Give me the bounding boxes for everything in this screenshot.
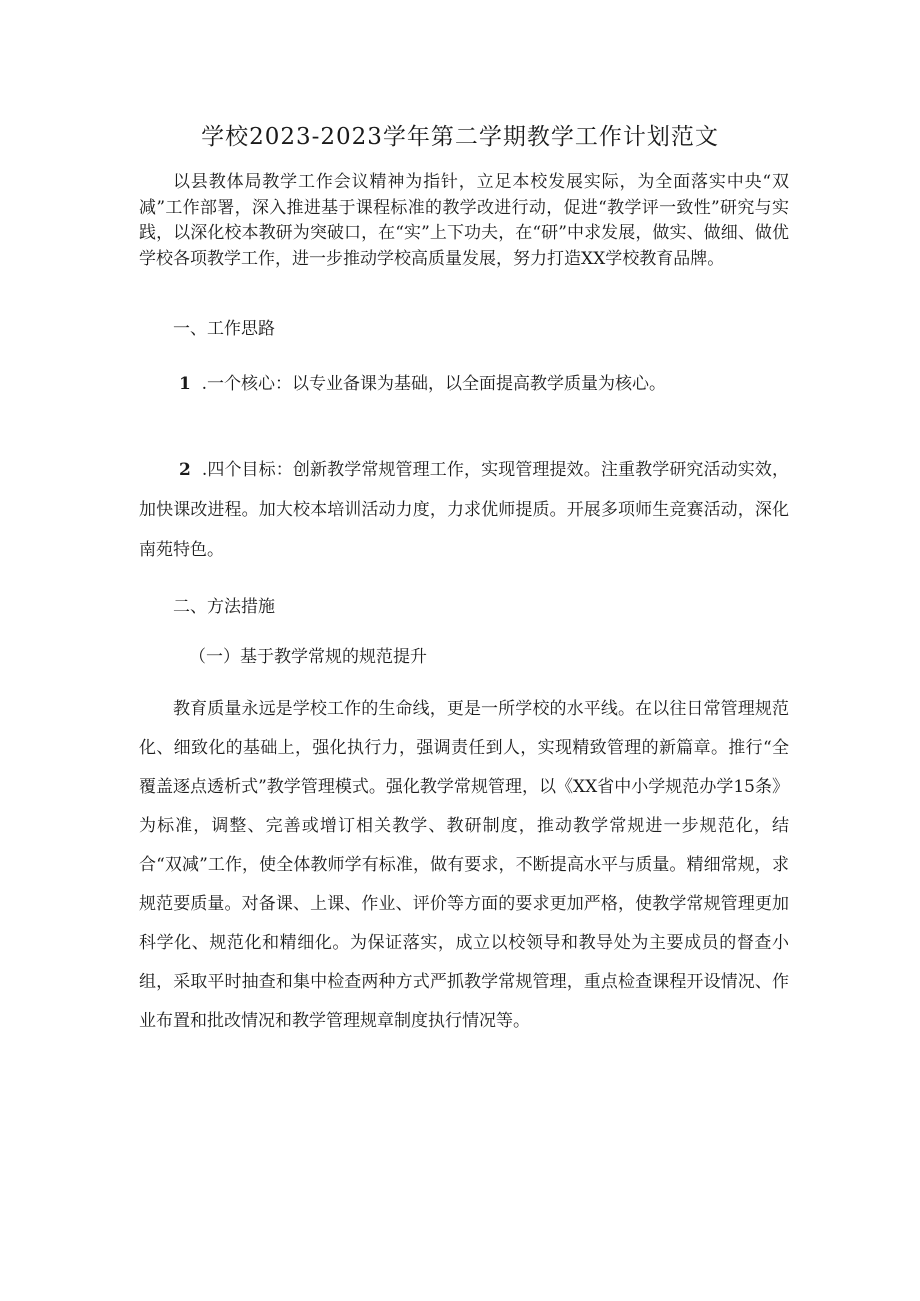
list-item-text: .四个目标：创新教学常规管理工作，实现管理提效。注重教学研究活动实效，加快课改进程。加大校本培训活动力度，力求优师提质。开展多项师生竞赛活动，深化南苑特色。 [139, 460, 789, 560]
subsection-body-paragraph: 教育质量永远是学校工作的生命线，更是一所学校的水平线。在以往日常管理规范化、细致化的基础上，强化执行力，强调责任到人，实现精致管理的新篇章。推行“全覆盖逐点透析式”教学管理模式。强化教学常规管理，以《XX省中小学规范办学15条》为标准，调整、完善或增订相关教学、教研制度，推动教学常规进一步规范化，结合“双减”工作，使全体教师学有标准，做有要求，不断提高水平与质量。精细常规，求规范要质量。对备课、上课、作业、评价等方面的要求更加严格，使教学常规管理更加科学化、规范化和精细化。为保证落实，成立以校领导和教导处为主要成员的督查小组，采取平时抽查和集中检查两种方式严抓教学常规管理，重点检查课程开设情况、作业布置和批改情况和教学管理规章制度执行情况等。 [139, 699, 789, 1031]
section-heading-methods: 二、方法措施 [173, 597, 275, 617]
document-title: 学校2023-2023学年第二学期教学工作计划范文 [201, 124, 719, 150]
list-item-number: 1 [179, 374, 191, 394]
section-heading-work-approach: 一、工作思路 [173, 319, 275, 339]
subsection-heading-routine: （一）基于教学常规的规范提升 [189, 647, 427, 667]
list-item-text: .一个核心：以专业备课为基础，以全面提高教学质量为核心。 [201, 374, 667, 394]
list-item-goals [139, 450, 789, 570]
list-item-number: 2 [178, 460, 191, 480]
list-item-core [179, 372, 666, 396]
intro-paragraph: 以县教体局教学工作会议精神为指针，立足本校发展实际，为全面落实中央“双减”工作部署，深入推进基于课程标准的教学改进行动，促进“教学评一致性”研究与实践，以深化校本教研为突破口，在“实”上下功夫，在“研”中求发展，做实、做细、做优学校各项教学工作，进一步推动学校高质量发展，努力打造XX学校教育品牌。 [139, 172, 789, 269]
